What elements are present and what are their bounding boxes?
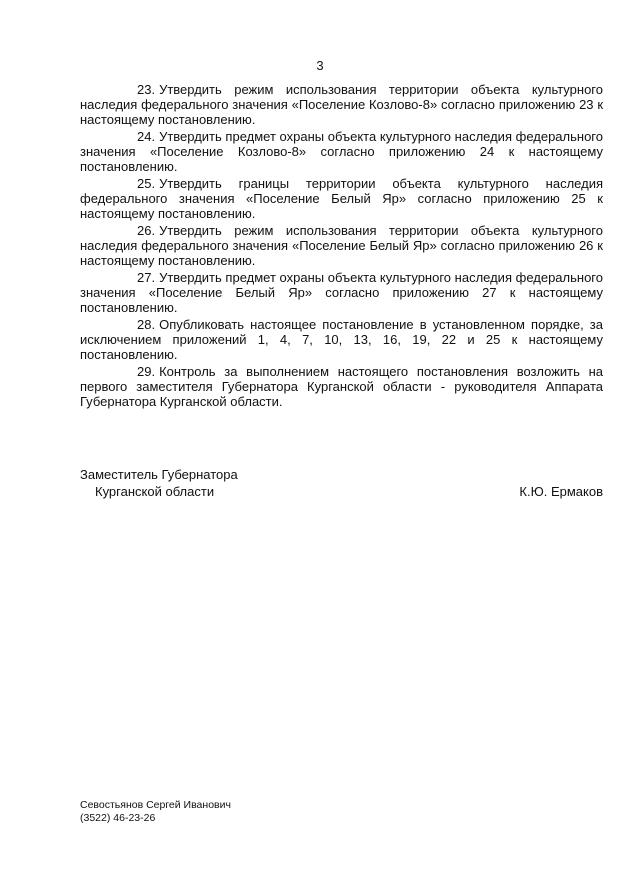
paragraph-text: Утвердить предмет охраны объекта культурного наследия федерального значения «Поселение Белый Яр» согласно приложению 27 к настоящему постановлению. [80, 270, 603, 315]
paragraph-text: Утвердить режим использования территории объекта культурного наследия федерального значения «Поселение Козлово-8» согласно приложению 23 к настоящему постановлению. [80, 82, 603, 127]
paragraph-29 [80, 364, 603, 409]
paragraph-number: 25. [137, 176, 156, 191]
paragraph-text: Утвердить предмет охраны объекта культурного наследия федерального значения «Поселение Козлово-8» согласно приложению 24 к настоящему постановлению. [80, 129, 603, 174]
paragraph-25 [80, 176, 603, 221]
paragraph-28 [80, 317, 603, 362]
paragraph-26 [80, 223, 603, 268]
executor-name: Севостьянов Сергей Иванович [80, 799, 231, 811]
signatory-title-line1: Заместитель Губернатора [80, 467, 238, 482]
signatory-title-line2: Курганской области [95, 484, 215, 499]
paragraph-27 [80, 270, 603, 315]
paragraph-24 [80, 129, 603, 174]
paragraph-text: Утвердить границы территории объекта культурного наследия федерального значения «Поселение Белый Яр» согласно приложению 25 к настоящему постановлению. [80, 176, 603, 221]
paragraph-number: 24. [137, 129, 156, 144]
executor-phone: (3522) 46-23-26 [80, 812, 156, 824]
paragraph-number: 27. [137, 270, 156, 285]
signatory-name: К.Ю. Ермаков [519, 484, 603, 499]
paragraph-number: 26. [137, 223, 156, 238]
signature-block [80, 466, 603, 500]
paragraph-number: 23. [137, 82, 156, 97]
page-number: 3 [316, 58, 324, 73]
paragraph-number: 29. [137, 364, 156, 379]
paragraph-23 [80, 82, 603, 127]
paragraph-text: Утвердить режим использования территории объекта культурного наследия федерального значения «Поселение Белый Яр» согласно приложению 26 к настоящему постановлению. [80, 223, 603, 268]
resolution-body [80, 82, 603, 411]
paragraph-number: 28. [137, 317, 156, 332]
paragraph-text: Контроль за выполнением настоящего постановления возложить на первого заместителя Губернатора Курганской области - руководителя Аппарата Губернатора Курганской области. [80, 364, 603, 409]
paragraph-text: Опубликовать настоящее постановление в установленном порядке, за исключением приложений 1, 4, 7, 10, 13, 16, 19, 22 и 25 к настоящему постановлению. [80, 317, 603, 362]
executor-info [80, 799, 231, 825]
